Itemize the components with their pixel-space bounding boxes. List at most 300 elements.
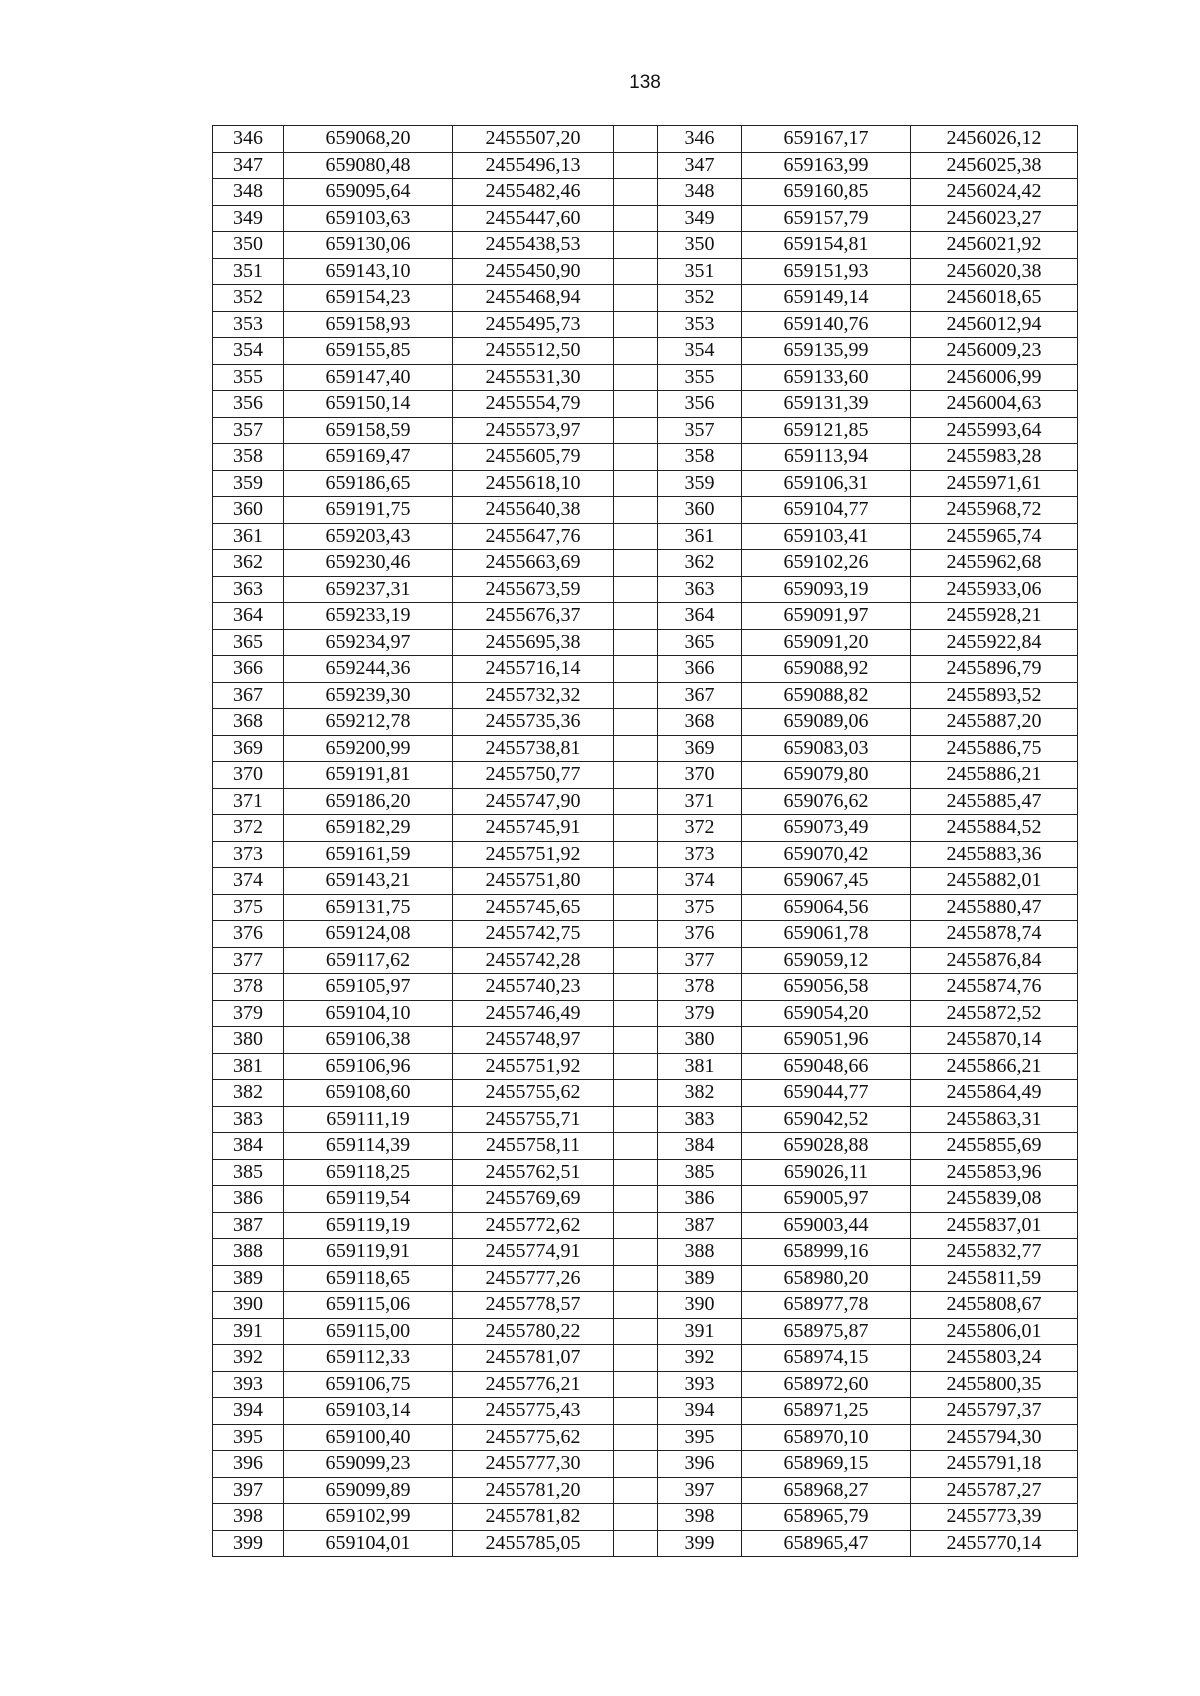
x-coordinate-left: 659105,97 [284,974,453,1001]
y-coordinate-right: 2455983,28 [911,444,1078,471]
table-row [213,1292,1078,1319]
point-number-right: 387 [658,1212,742,1239]
y-coordinate-left: 2455735,36 [453,709,614,736]
x-coordinate-right: 659083,03 [742,735,911,762]
x-coordinate-left: 659233,19 [284,603,453,630]
x-coordinate-left: 659114,39 [284,1133,453,1160]
x-coordinate-left: 659100,40 [284,1424,453,1451]
table-row [213,1318,1078,1345]
x-coordinate-right: 659073,49 [742,815,911,842]
y-coordinate-right: 2455962,68 [911,550,1078,577]
point-number-left: 365 [213,629,284,656]
y-coordinate-left: 2455663,69 [453,550,614,577]
gap-cell [614,1212,658,1239]
point-number-right: 361 [658,523,742,550]
x-coordinate-right: 659070,42 [742,841,911,868]
x-coordinate-left: 659234,97 [284,629,453,656]
y-coordinate-left: 2455748,97 [453,1027,614,1054]
y-coordinate-left: 2455496,13 [453,152,614,179]
y-coordinate-left: 2455495,73 [453,311,614,338]
table-row [213,1530,1078,1557]
x-coordinate-right: 659163,99 [742,152,911,179]
point-number-right: 389 [658,1265,742,1292]
page-number: 138 [629,72,661,93]
table-row [213,1027,1078,1054]
y-coordinate-right: 2455806,01 [911,1318,1078,1345]
point-number-right: 399 [658,1530,742,1557]
table-row [213,179,1078,206]
y-coordinate-left: 2455742,75 [453,921,614,948]
x-coordinate-right: 659059,12 [742,947,911,974]
x-coordinate-left: 659155,85 [284,338,453,365]
gap-cell [614,788,658,815]
x-coordinate-left: 659103,63 [284,205,453,232]
x-coordinate-left: 659119,91 [284,1239,453,1266]
y-coordinate-right: 2456025,38 [911,152,1078,179]
x-coordinate-right: 659088,92 [742,656,911,683]
x-coordinate-left: 659106,96 [284,1053,453,1080]
y-coordinate-left: 2455774,91 [453,1239,614,1266]
y-coordinate-right: 2456004,63 [911,391,1078,418]
y-coordinate-right: 2456021,92 [911,232,1078,259]
point-number-left: 388 [213,1239,284,1266]
table-row [213,1504,1078,1531]
table-row [213,974,1078,1001]
y-coordinate-right: 2455863,31 [911,1106,1078,1133]
gap-cell [614,656,658,683]
x-coordinate-left: 659102,99 [284,1504,453,1531]
point-number-left: 398 [213,1504,284,1531]
x-coordinate-left: 659095,64 [284,179,453,206]
point-number-right: 363 [658,576,742,603]
gap-cell [614,815,658,842]
gap-cell [614,391,658,418]
y-coordinate-right: 2455878,74 [911,921,1078,948]
y-coordinate-right: 2455870,14 [911,1027,1078,1054]
point-number-right: 370 [658,762,742,789]
y-coordinate-right: 2455839,08 [911,1186,1078,1213]
x-coordinate-left: 659111,19 [284,1106,453,1133]
gap-cell [614,1080,658,1107]
x-coordinate-right: 659051,96 [742,1027,911,1054]
gap-cell [614,603,658,630]
y-coordinate-right: 2455800,35 [911,1371,1078,1398]
point-number-right: 365 [658,629,742,656]
gap-cell [614,921,658,948]
y-coordinate-left: 2455781,82 [453,1504,614,1531]
point-number-left: 378 [213,974,284,1001]
x-coordinate-right: 659064,56 [742,894,911,921]
table-row [213,338,1078,365]
y-coordinate-right: 2455874,76 [911,974,1078,1001]
point-number-left: 380 [213,1027,284,1054]
x-coordinate-left: 659119,19 [284,1212,453,1239]
x-coordinate-left: 659115,00 [284,1318,453,1345]
point-number-right: 364 [658,603,742,630]
table-row [213,444,1078,471]
point-number-left: 354 [213,338,284,365]
y-coordinate-left: 2455778,57 [453,1292,614,1319]
y-coordinate-right: 2455853,96 [911,1159,1078,1186]
gap-cell [614,205,658,232]
point-number-left: 387 [213,1212,284,1239]
point-number-left: 394 [213,1398,284,1425]
x-coordinate-right: 659088,82 [742,682,911,709]
point-number-right: 366 [658,656,742,683]
x-coordinate-right: 659005,97 [742,1186,911,1213]
y-coordinate-left: 2455781,20 [453,1477,614,1504]
point-number-right: 375 [658,894,742,921]
table-row [213,550,1078,577]
x-coordinate-left: 659191,81 [284,762,453,789]
table-row [213,1451,1078,1478]
y-coordinate-right: 2455872,52 [911,1000,1078,1027]
y-coordinate-left: 2455695,38 [453,629,614,656]
y-coordinate-left: 2455755,71 [453,1106,614,1133]
y-coordinate-left: 2455740,23 [453,974,614,1001]
table-row [213,1000,1078,1027]
point-number-right: 381 [658,1053,742,1080]
y-coordinate-left: 2455775,43 [453,1398,614,1425]
y-coordinate-right: 2455791,18 [911,1451,1078,1478]
y-coordinate-left: 2455758,11 [453,1133,614,1160]
x-coordinate-left: 659099,23 [284,1451,453,1478]
x-coordinate-right: 659104,77 [742,497,911,524]
x-coordinate-left: 659186,65 [284,470,453,497]
point-number-left: 367 [213,682,284,709]
y-coordinate-right: 2455773,39 [911,1504,1078,1531]
x-coordinate-left: 659118,25 [284,1159,453,1186]
table-row [213,126,1078,153]
table-row [213,1080,1078,1107]
x-coordinate-left: 659158,93 [284,311,453,338]
x-coordinate-left: 659099,89 [284,1477,453,1504]
y-coordinate-left: 2455447,60 [453,205,614,232]
x-coordinate-right: 659091,97 [742,603,911,630]
point-number-right: 357 [658,417,742,444]
point-number-left: 386 [213,1186,284,1213]
y-coordinate-left: 2455751,92 [453,1053,614,1080]
gap-cell [614,497,658,524]
point-number-left: 348 [213,179,284,206]
y-coordinate-right: 2455933,06 [911,576,1078,603]
x-coordinate-right: 658969,15 [742,1451,911,1478]
table-row [213,1186,1078,1213]
point-number-right: 383 [658,1106,742,1133]
x-coordinate-right: 658965,79 [742,1504,911,1531]
x-coordinate-left: 659104,01 [284,1530,453,1557]
x-coordinate-left: 659161,59 [284,841,453,868]
table-row [213,1212,1078,1239]
point-number-right: 378 [658,974,742,1001]
x-coordinate-left: 659117,62 [284,947,453,974]
table-row [213,523,1078,550]
x-coordinate-left: 659239,30 [284,682,453,709]
x-coordinate-right: 659042,52 [742,1106,911,1133]
x-coordinate-right: 659028,88 [742,1133,911,1160]
point-number-right: 356 [658,391,742,418]
gap-cell [614,179,658,206]
y-coordinate-right: 2455885,47 [911,788,1078,815]
point-number-right: 348 [658,179,742,206]
x-coordinate-right: 659076,62 [742,788,911,815]
x-coordinate-right: 659103,41 [742,523,911,550]
x-coordinate-left: 659169,47 [284,444,453,471]
y-coordinate-right: 2455832,77 [911,1239,1078,1266]
point-number-left: 389 [213,1265,284,1292]
table-row [213,497,1078,524]
y-coordinate-left: 2455742,28 [453,947,614,974]
point-number-left: 395 [213,1424,284,1451]
gap-cell [614,311,658,338]
gap-cell [614,152,658,179]
point-number-left: 356 [213,391,284,418]
point-number-left: 363 [213,576,284,603]
table-row [213,682,1078,709]
point-number-left: 385 [213,1159,284,1186]
x-coordinate-right: 659140,76 [742,311,911,338]
point-number-left: 359 [213,470,284,497]
table-row [213,1053,1078,1080]
y-coordinate-left: 2455676,37 [453,603,614,630]
point-number-right: 355 [658,364,742,391]
point-number-right: 359 [658,470,742,497]
gap-cell [614,338,658,365]
y-coordinate-right: 2456012,94 [911,311,1078,338]
x-coordinate-left: 659103,14 [284,1398,453,1425]
x-coordinate-right: 658999,16 [742,1239,911,1266]
x-coordinate-right: 659067,45 [742,868,911,895]
point-number-right: 390 [658,1292,742,1319]
point-number-left: 362 [213,550,284,577]
gap-cell [614,1318,658,1345]
gap-cell [614,523,658,550]
y-coordinate-right: 2455770,14 [911,1530,1078,1557]
table-row [213,258,1078,285]
point-number-left: 353 [213,311,284,338]
table-row [213,1345,1078,1372]
gap-cell [614,417,658,444]
gap-cell [614,1133,658,1160]
table-row [213,1398,1078,1425]
x-coordinate-left: 659158,59 [284,417,453,444]
point-number-left: 364 [213,603,284,630]
x-coordinate-right: 658971,25 [742,1398,911,1425]
x-coordinate-right: 658965,47 [742,1530,911,1557]
gap-cell [614,1000,658,1027]
x-coordinate-right: 659003,44 [742,1212,911,1239]
y-coordinate-left: 2455647,76 [453,523,614,550]
y-coordinate-right: 2455811,59 [911,1265,1078,1292]
table-row [213,1106,1078,1133]
gap-cell [614,762,658,789]
table-row [213,391,1078,418]
y-coordinate-left: 2455640,38 [453,497,614,524]
y-coordinate-left: 2455780,22 [453,1318,614,1345]
point-number-right: 394 [658,1398,742,1425]
x-coordinate-left: 659244,36 [284,656,453,683]
point-number-right: 392 [658,1345,742,1372]
point-number-right: 354 [658,338,742,365]
table-row [213,311,1078,338]
y-coordinate-right: 2456018,65 [911,285,1078,312]
x-coordinate-left: 659106,75 [284,1371,453,1398]
point-number-left: 390 [213,1292,284,1319]
x-coordinate-left: 659230,46 [284,550,453,577]
y-coordinate-right: 2455968,72 [911,497,1078,524]
point-number-left: 371 [213,788,284,815]
y-coordinate-left: 2455781,07 [453,1345,614,1372]
point-number-right: 374 [658,868,742,895]
y-coordinate-right: 2455866,21 [911,1053,1078,1080]
point-number-left: 396 [213,1451,284,1478]
point-number-right: 395 [658,1424,742,1451]
table-row [213,815,1078,842]
y-coordinate-left: 2455554,79 [453,391,614,418]
y-coordinate-right: 2455808,67 [911,1292,1078,1319]
gap-cell [614,974,658,1001]
point-number-right: 349 [658,205,742,232]
x-coordinate-left: 659106,38 [284,1027,453,1054]
point-number-left: 397 [213,1477,284,1504]
x-coordinate-right: 658972,60 [742,1371,911,1398]
y-coordinate-left: 2455618,10 [453,470,614,497]
x-coordinate-right: 659131,39 [742,391,911,418]
point-number-left: 392 [213,1345,284,1372]
point-number-right: 358 [658,444,742,471]
gap-cell [614,1451,658,1478]
y-coordinate-left: 2455438,53 [453,232,614,259]
point-number-right: 398 [658,1504,742,1531]
x-coordinate-left: 659150,14 [284,391,453,418]
x-coordinate-right: 659135,99 [742,338,911,365]
x-coordinate-left: 659143,21 [284,868,453,895]
x-coordinate-left: 659186,20 [284,788,453,815]
gap-cell [614,576,658,603]
gap-cell [614,1265,658,1292]
x-coordinate-right: 658975,87 [742,1318,911,1345]
point-number-right: 367 [658,682,742,709]
y-coordinate-right: 2456020,38 [911,258,1078,285]
y-coordinate-right: 2455882,01 [911,868,1078,895]
y-coordinate-left: 2455468,94 [453,285,614,312]
point-number-right: 397 [658,1477,742,1504]
x-coordinate-left: 659080,48 [284,152,453,179]
x-coordinate-left: 659182,29 [284,815,453,842]
point-number-left: 357 [213,417,284,444]
x-coordinate-right: 658970,10 [742,1424,911,1451]
y-coordinate-right: 2456006,99 [911,364,1078,391]
point-number-right: 377 [658,947,742,974]
table-row [213,894,1078,921]
gap-cell [614,1371,658,1398]
table-row [213,603,1078,630]
gap-cell [614,629,658,656]
gap-cell [614,550,658,577]
x-coordinate-left: 659115,06 [284,1292,453,1319]
y-coordinate-right: 2455928,21 [911,603,1078,630]
gap-cell [614,1530,658,1557]
x-coordinate-right: 659106,31 [742,470,911,497]
gap-cell [614,841,658,868]
x-coordinate-right: 659154,81 [742,232,911,259]
table-row [213,841,1078,868]
y-coordinate-right: 2455971,61 [911,470,1078,497]
gap-cell [614,1186,658,1213]
x-coordinate-left: 659203,43 [284,523,453,550]
gap-cell [614,364,658,391]
y-coordinate-right: 2456023,27 [911,205,1078,232]
point-number-right: 386 [658,1186,742,1213]
point-number-left: 372 [213,815,284,842]
x-coordinate-right: 658977,78 [742,1292,911,1319]
x-coordinate-left: 659108,60 [284,1080,453,1107]
x-coordinate-left: 659124,08 [284,921,453,948]
point-number-right: 352 [658,285,742,312]
y-coordinate-right: 2455886,21 [911,762,1078,789]
y-coordinate-right: 2455794,30 [911,1424,1078,1451]
point-number-left: 368 [213,709,284,736]
table-row [213,205,1078,232]
point-number-left: 350 [213,232,284,259]
gap-cell [614,735,658,762]
x-coordinate-left: 659212,78 [284,709,453,736]
coordinates-table-body [213,126,1078,1557]
gap-cell [614,1159,658,1186]
x-coordinate-left: 659154,23 [284,285,453,312]
gap-cell [614,258,658,285]
point-number-right: 353 [658,311,742,338]
y-coordinate-left: 2455738,81 [453,735,614,762]
y-coordinate-left: 2455745,65 [453,894,614,921]
point-number-left: 360 [213,497,284,524]
x-coordinate-right: 659061,78 [742,921,911,948]
x-coordinate-right: 659167,17 [742,126,911,153]
point-number-right: 382 [658,1080,742,1107]
point-number-left: 384 [213,1133,284,1160]
x-coordinate-left: 659104,10 [284,1000,453,1027]
x-coordinate-right: 659079,80 [742,762,911,789]
point-number-right: 360 [658,497,742,524]
point-number-left: 373 [213,841,284,868]
x-coordinate-right: 659151,93 [742,258,911,285]
y-coordinate-right: 2455887,20 [911,709,1078,736]
table-row [213,1371,1078,1398]
table-row [213,470,1078,497]
point-number-left: 381 [213,1053,284,1080]
point-number-right: 391 [658,1318,742,1345]
x-coordinate-right: 659048,66 [742,1053,911,1080]
gap-cell [614,1477,658,1504]
y-coordinate-left: 2455531,30 [453,364,614,391]
y-coordinate-left: 2455751,92 [453,841,614,868]
y-coordinate-left: 2455769,69 [453,1186,614,1213]
table-row [213,232,1078,259]
table-row [213,1424,1078,1451]
point-number-left: 370 [213,762,284,789]
y-coordinate-left: 2455746,49 [453,1000,614,1027]
y-coordinate-right: 2455883,36 [911,841,1078,868]
gap-cell [614,232,658,259]
table-row [213,285,1078,312]
y-coordinate-right: 2455993,64 [911,417,1078,444]
x-coordinate-left: 659068,20 [284,126,453,153]
point-number-left: 391 [213,1318,284,1345]
point-number-right: 368 [658,709,742,736]
table-row [213,921,1078,948]
y-coordinate-left: 2455450,90 [453,258,614,285]
table-row [213,868,1078,895]
